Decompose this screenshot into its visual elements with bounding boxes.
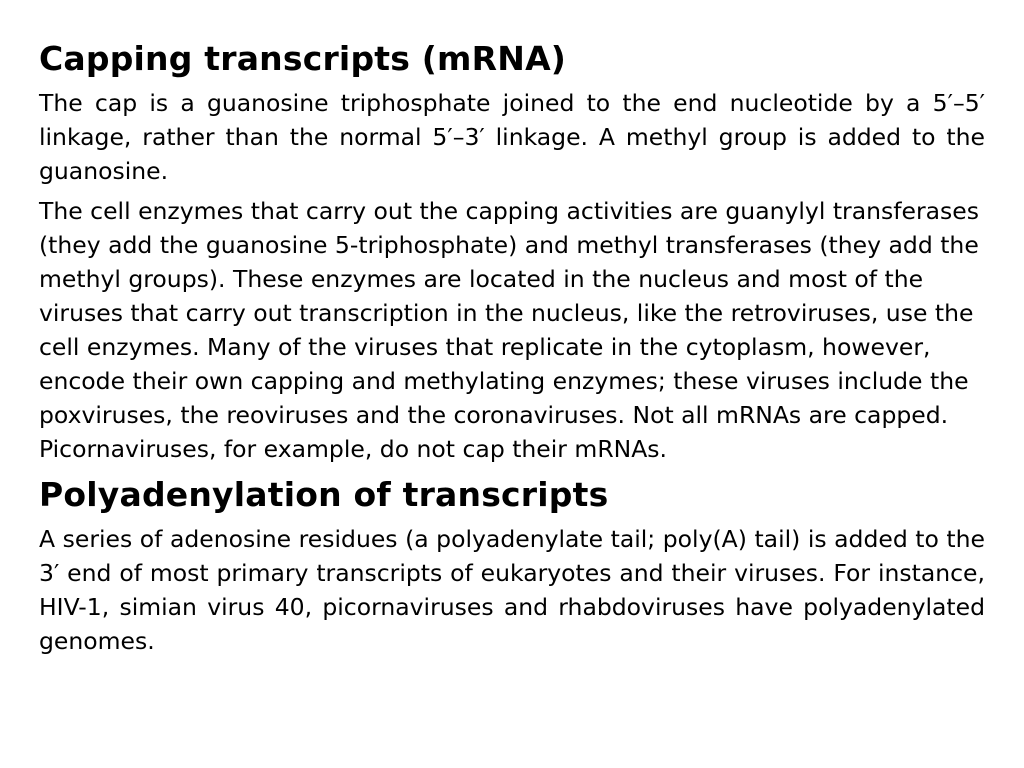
heading-polyadenylation: Polyadenylation of transcripts: [39, 475, 609, 514]
slide-content: [39, 36, 985, 658]
heading-capping-transcripts: Capping transcripts (mRNA): [39, 39, 567, 78]
paragraph-polya-tail: A series of adenosine residues (a polyadenylate tail; poly(A) tail) is added to the 3′ end of most primary transcripts of eukaryotes and their viruses. For instance, HIV-1, simian virus 40, picornaviruses and rhabdoviruses have polyadenylated genomes.: [39, 525, 985, 655]
section-capping: [39, 36, 985, 466]
paragraph-capping-enzymes: The cell enzymes that carry out the capping activities are guanylyl transferases (they add the guanosine 5-triphosphate) and methyl transferases (they add the methyl groups). These enzymes are located in the nucleus and most of the viruses that carry out transcription in the nucleus, like the retroviruses, use the cell enzymes. Many of the viruses that replicate in the cytoplasm, however, encode their own capping and methylating enzymes; these viruses include the poxviruses, the reoviruses and the coronaviruses. Not all mRNAs are capped. Picornaviruses, for example, do not cap their mRNAs.: [39, 197, 979, 463]
paragraph-cap-structure: The cap is a guanosine triphosphate joined to the end nucleotide by a 5′–5′ linkage, rather than the normal 5′–3′ linkage. A methyl group is added to the guanosine.: [39, 89, 985, 185]
section-polyadenylation: [39, 472, 985, 658]
